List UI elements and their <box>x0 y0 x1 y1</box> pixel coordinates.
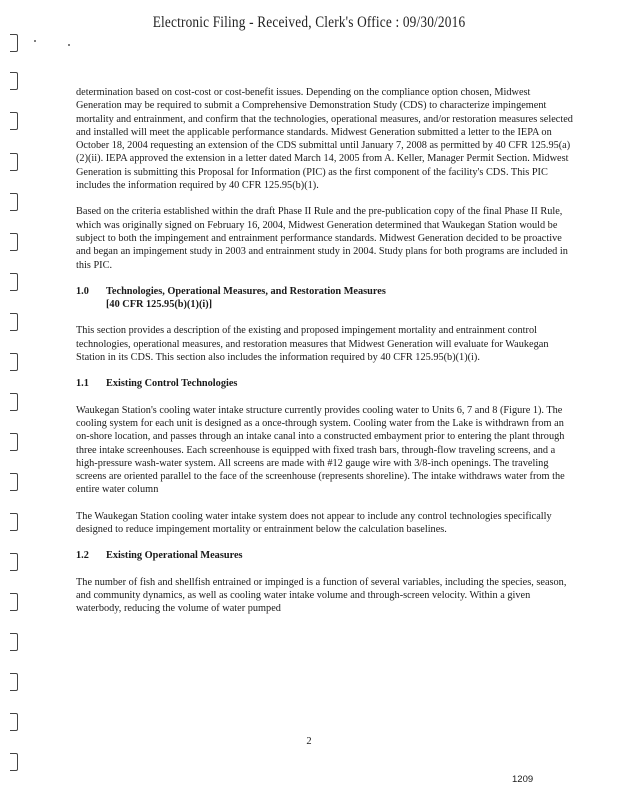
binder-hole-mark <box>10 393 18 411</box>
binder-margin <box>0 0 30 800</box>
paragraph: Based on the criteria established within the draft Phase II Rule and the pre-publication copy of the final Phase II Rule, which was originally signed on February 16, 2004, Midwest Generation determined that Waukegan Station would be subject to both the impingement and entrainment performance standards. Midwest Generation decided to be proactive and began an impingement study in 2003 and entrainment study in 2004. Study plans for both programs are included in this PIC. <box>76 206 568 271</box>
binder-hole-mark <box>10 153 18 171</box>
paragraph: Waukegan Station's cooling water intake structure currently provides cooling water to Units 6, 7 and 8 (Figure 1). The cooling system for each unit is designed as a once-through system. Cooling water from the Lake is withdrawn from an on-shore location, and passes through an intake canal into a constructed embayment prior to entering the plant through three intake screenhouses. Each screenhouse is equipped with fixed trash bars, through-flow traveling screens, and a high-pressure wash-water system. All screens are made with #12 gauge wire with 3/8-inch openings. The traveling screens are oriented parallel to the face of the screenhouse (represents shoreline). The intake withdraws water from the entire water column <box>76 404 565 496</box>
section-title: Technologies, Operational Measures, and Restoration Measures <box>106 285 386 297</box>
binder-hole-mark <box>10 753 18 771</box>
binder-hole-mark <box>10 313 18 331</box>
scan-speck <box>68 44 70 46</box>
bates-number: 1209 <box>512 774 534 785</box>
section-number: 1.0 <box>76 285 89 297</box>
binder-hole-mark <box>10 513 18 531</box>
section-number: 1.1 <box>76 378 89 390</box>
paragraph: determination based on cost-cost or cost-benefit issues. Depending on the compliance option chosen, Midwest Generation may be required to submit a Comprehensive Demonstration Study (CDS) to characterize impingement mortality and entrainment, and confirm that the technologies, operational measures, and/or restoration measures selected and installed will meet the applicable performance standards. Midwest Generation submitted a letter to the IEPA on October 18, 2004 requesting an extension of the CDS submittal until January 7, 2008 as permitted by 40 CFR 125.95(a)(2)(ii). IEPA approved the extension in a letter dated March 14, 2005 from A. Keller, Manager Permit Section. Midwest Generation is submitting this Proposal for Information (PIC) as the first component of the facility's CDS. This PIC includes the information required by 40 CFR 125.95(b)(1). <box>76 87 573 192</box>
section-heading <box>76 285 576 312</box>
document-body <box>76 86 576 629</box>
binder-hole-mark <box>10 473 18 491</box>
binder-hole-mark <box>10 34 18 52</box>
binder-hole-mark <box>10 433 18 451</box>
binder-hole-mark <box>10 112 18 130</box>
binder-hole-mark <box>10 553 18 571</box>
section-heading <box>76 549 576 562</box>
paragraph: The Waukegan Station cooling water intake system does not appear to include any control technologies specifically designed to reduce impingement mortality or entrainment below the calculation baselines. <box>76 510 552 536</box>
binder-hole-mark <box>10 593 18 611</box>
binder-hole-mark <box>10 273 18 291</box>
binder-hole-mark <box>10 633 18 651</box>
binder-hole-mark <box>10 233 18 251</box>
paragraph: This section provides a description of the existing and proposed impingement mortality and entrainment control technologies, operational measures, and restoration measures that Midwest Generation will evaluate for Waukegan Station in its CDS. This section also includes the information required by 40 CFR 125.95(b)(1)(i). <box>76 325 549 364</box>
filing-stamp-header: Electronic Filing - Received, Clerk's Office : 09/30/2016 <box>152 14 466 31</box>
page-number: 2 <box>306 736 312 747</box>
scan-speck <box>34 40 36 42</box>
binder-hole-mark <box>10 193 18 211</box>
section-number: 1.2 <box>76 550 89 562</box>
binder-hole-mark <box>10 353 18 371</box>
section-heading <box>76 377 576 390</box>
binder-hole-mark <box>10 713 18 731</box>
section-title: Existing Control Technologies <box>106 378 238 390</box>
section-title-block <box>106 285 576 312</box>
binder-hole-mark <box>10 673 18 691</box>
section-citation: [40 CFR 125.95(b)(1)(i)] <box>106 299 213 311</box>
section-title: Existing Operational Measures <box>106 550 243 562</box>
paragraph: The number of fish and shellfish entrained or impinged is a function of several variables, including the species, season, and community dynamics, as well as cooling water intake volume and through-screen velocity. Within a given waterbody, reducing the volume of water pumped <box>76 576 567 615</box>
binder-hole-mark <box>10 72 18 90</box>
